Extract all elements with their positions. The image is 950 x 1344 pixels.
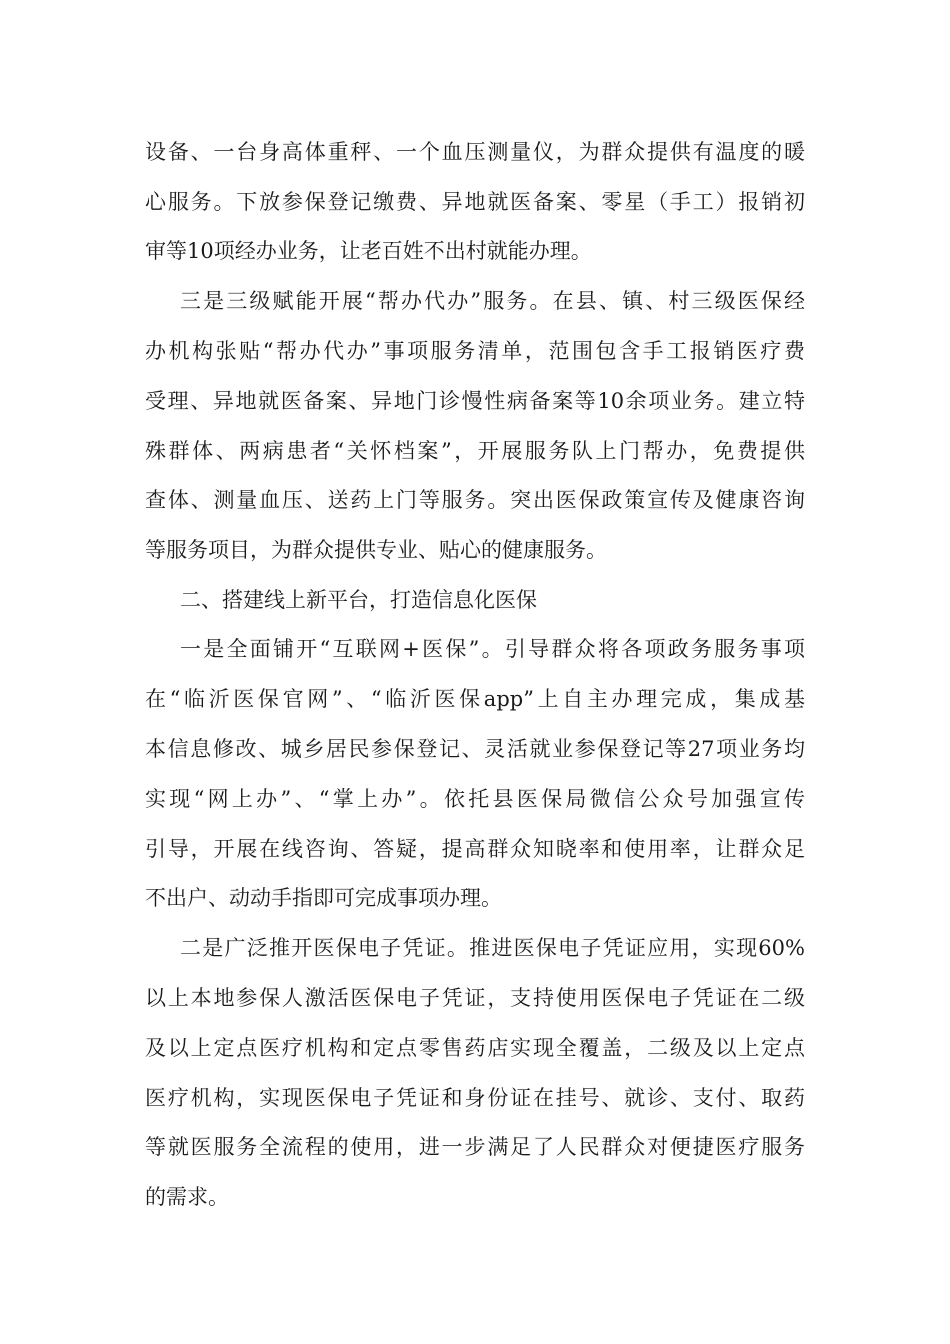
text-line: 以上本地参保人激活医保电子凭证，支持使用医保电子凭证在二级 (145, 986, 805, 1010)
text-line: 等就医服务全流程的使用，进一步满足了人民群众对便捷医疗服务 (145, 1135, 805, 1159)
text-line: 查体、测量血压、送药上门等服务。突出医保政策宣传及健康咨询 (145, 488, 805, 512)
section-heading: 二、搭建线上新平台，打造信息化医保 (180, 588, 537, 612)
text-line: 审等10项经办业务，让老百姓不出村就能办理。 (145, 239, 592, 263)
text-line: 心服务。下放参保登记缴费、异地就医备案、零星（手工）报销初 (145, 190, 805, 214)
text-line: 在“临沂医保官网”、“临沂医保app”上自主办理完成，集成基 (145, 687, 805, 711)
text-line: 不出户、动动手指即可完成事项办理。 (145, 886, 502, 910)
text-line: 受理、异地就医备案、异地门诊慢性病备案等10余项业务。建立特 (145, 389, 805, 413)
text-line: 及以上定点医疗机构和定点零售药店实现全覆盖，二级及以上定点 (145, 1036, 805, 1060)
text-line: 医疗机构，实现医保电子凭证和身份证在挂号、就诊、支付、取药 (145, 1086, 805, 1110)
paragraph-first-line: 二是广泛推开医保电子凭证。推进医保电子凭证应用，实现60% (180, 936, 805, 960)
text-line: 引导，开展在线咨询、答疑，提高群众知晓率和使用率，让群众足 (145, 837, 805, 861)
paragraph-first-line: 三是三级赋能开展“帮办代办”服务。在县、镇、村三级医保经 (180, 289, 805, 313)
text-line: 本信息修改、城乡居民参保登记、灵活就业参保登记等27项业务均 (145, 737, 805, 761)
text-line: 的需求。 (145, 1185, 229, 1209)
text-line: 办机构张贴“帮办代办”事项服务清单，范围包含手工报销医疗费 (145, 339, 805, 363)
text-line: 等服务项目，为群众提供专业、贴心的健康服务。 (145, 538, 607, 562)
text-line: 实现“网上办”、“掌上办”。依托县医保局微信公众号加强宣传 (145, 787, 805, 811)
text-line: 殊群体、两病患者“关怀档案”，开展服务队上门帮办，免费提供 (145, 439, 805, 463)
text-line: 设备、一台身高体重秤、一个血压测量仪，为群众提供有温度的暖 (145, 140, 805, 164)
paragraph-first-line: 一是全面铺开“互联网+医保”。引导群众将各项政务服务事项 (180, 637, 805, 661)
